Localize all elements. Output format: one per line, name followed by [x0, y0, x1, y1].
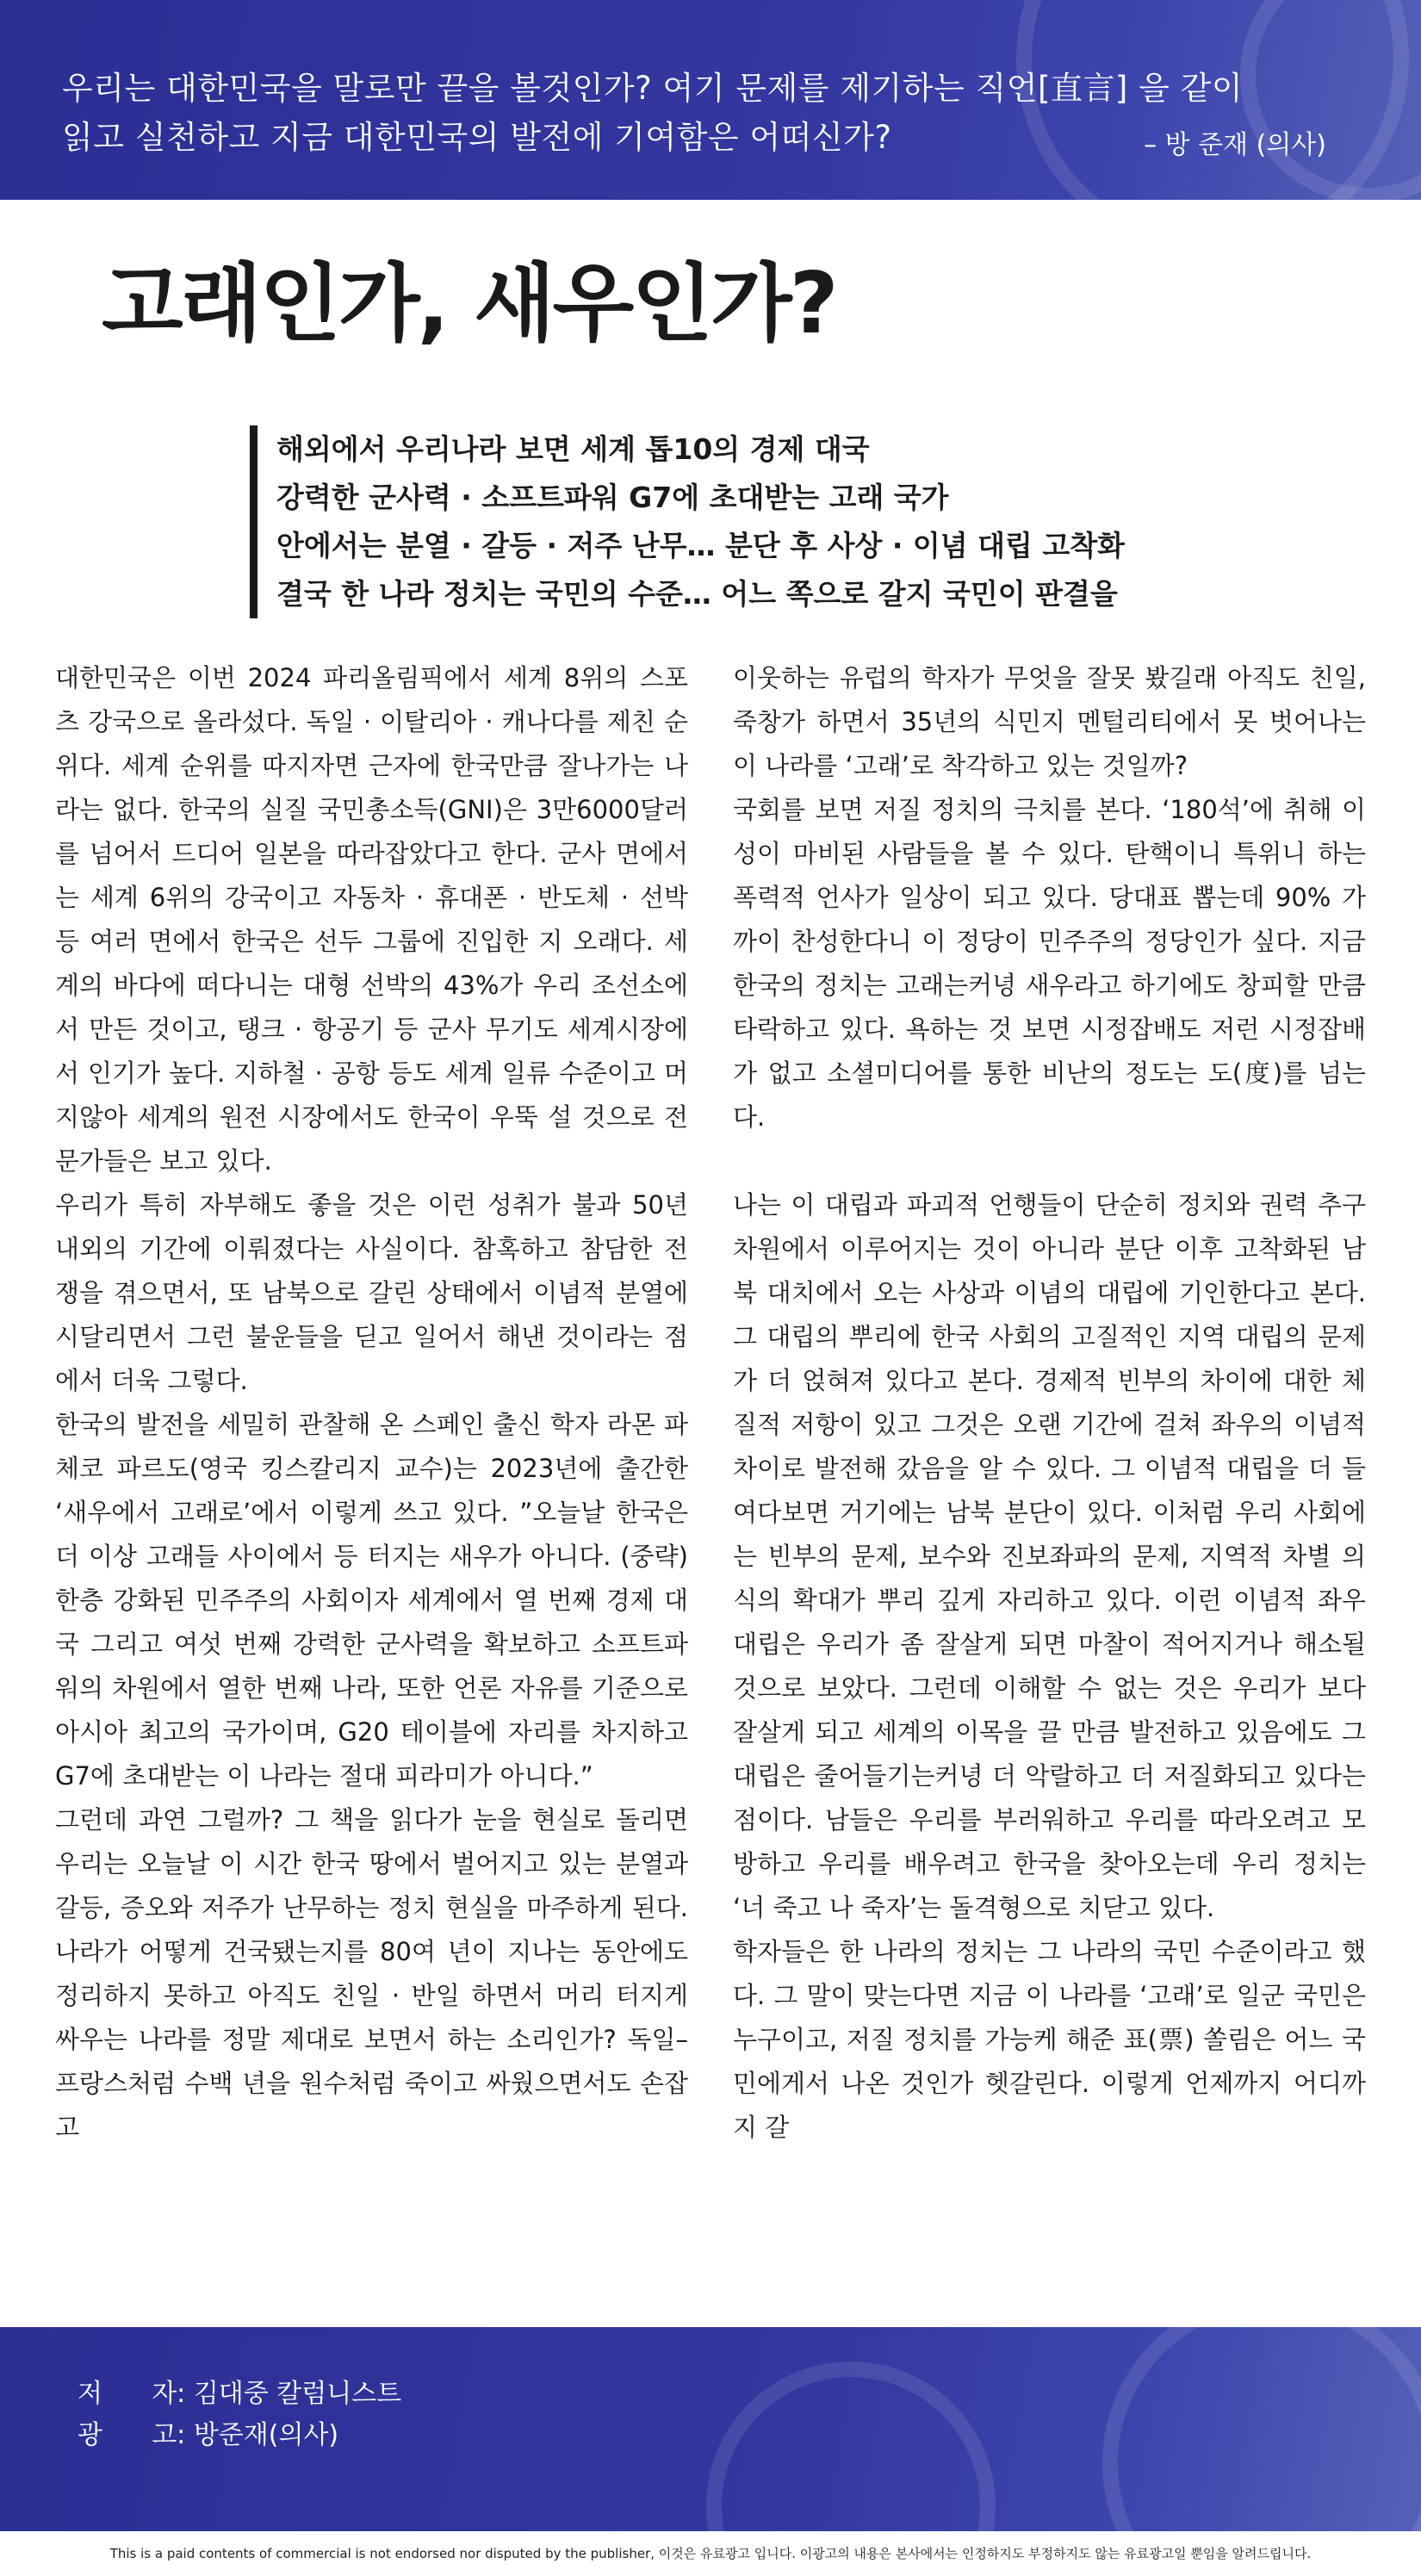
footer-banner	[0, 2327, 1421, 2531]
subhead-line: 안에서는 분열 · 갈등 · 저주 난무… 분단 후 사상 · 이념 대립 고착화	[276, 529, 1126, 562]
subhead-line: 강력한 군사력 · 소프트파워 G7에 초대받는 고래 국가	[276, 481, 949, 514]
taegeuk-flag-decoration	[706, 2362, 996, 2531]
writer-credit	[78, 2372, 401, 2410]
article-column-right	[733, 656, 1366, 2150]
article-title: 고래인가, 새우인가?	[102, 255, 836, 353]
article-subheads	[250, 425, 1125, 618]
article-paragraph: 이웃하는 유럽의 학자가 무엇을 잘못 봤길래 아직도 친일, 죽창가 하면서 35년의 식민지 멘털리티에서 못 벗어나는 이 나라를 ‘고래’로 착각하고 있는 것일까?	[733, 663, 1366, 780]
subhead-line: 결국 한 나라 정치는 국민의 수준… 어느 쪽으로 갈지 국민이 판결을	[276, 577, 1118, 611]
article-paragraph: 나는 이 대립과 파괴적 언행들이 단순히 정치와 권력 추구 차원에서 이루어지는 것이 아니라 분단 이후 고착화된 남북 대치에서 오는 사상과 이념의 대립에 기인한다고 본다. 그 대립의 뿌리에 한국 사회의 고질적인 지역 대립의 문제가 더 얹혀져 있다고 본다. 경제적 빈부의 차이에 대한 체질적 저항이 있고 그것은 오랜 기간에 걸쳐 좌우의 이념적 차이로 발전해 갔음을 알 수 있다. 그 이념적 대립을 더 들여다보면 거기에는 남북 분단이 있다. 이처럼 우리 사회에는 빈부의 문제, 보수와 진보좌파의 문제, 지역적 차별 의식의 확대가 뿌리 깊게 자리하고 있다. 이런 이념적 좌우 대립은 우리가 좀 잘살게 되면 마찰이 적어지거나 해소될 것으로 보았다. 그런데 이해할 수 없는 것은 우리가 보다 잘살게 되고 세계의 이목을 끌 만큼 발전하고 있음에도 그 대립은 줄어들기는커녕 더 악랄하고 더 저질화되고 있다는 점이다. 남들은 우리를 부러워하고 우리를 따라오려고 모방하고 우리를 배우려고 한국을 찾아오는데 우리 정치는 ‘너 죽고 나 죽자’는 돌격형으로 치닫고 있다.	[733, 1190, 1366, 1922]
header-author: – 방 준재 (의사)	[1144, 130, 1326, 160]
subhead-line: 해외에서 우리나라 보면 세계 톱10의 경제 대국	[276, 432, 870, 466]
article-column-left	[55, 656, 688, 2150]
article-paragraph: 대한민국은 이번 2024 파리올림픽에서 세계 8위의 스포츠 강국으로 올라섰다. 독일 · 이탈리아 · 캐나다를 제친 순위다. 세계 순위를 따지자면 근자에 한국만큼 잘나가는 나라는 없다. 한국의 실질 국민총소득(GNI)은 3만6000달러를 넘어서 드디어 일본을 따라잡았다고 한다. 군사 면에서는 세계 6위의 강국이고 자동차 · 휴대폰 · 반도체 · 선박 등 여러 면에서 한국은 선두 그룹에 진입한 지 오래다. 세계의 바다에 떠다니는 대형 선박의 43%가 우리 조선소에서 만든 것이고, 탱크 · 항공기 등 군사 무기도 세계시장에서 인기가 높다. 지하철 · 공항 등도 세계 일류 수준이고 머지않아 세계의 원전 시장에서도 한국이 우뚝 설 것으로 전문가들은 보고 있다.	[55, 663, 688, 1176]
article-paragraph: 한국의 발전을 세밀히 관찰해 온 스페인 출신 학자 라몬 파체코 파르도(영국 킹스칼리지 교수)는 2023년에 출간한 ‘새우에서 고래로’에서 이렇게 쓰고 있다. ”오늘날 한국은 더 이상 고래들 사이에서 등 터지는 새우가 아니다. (중략) 한층 강화된 민주주의 사회이자 세계에서 열 번째 경제 대국 그리고 여섯 번째 강력한 군사력을 확보하고 소프트파워의 차원에서 열한 번째 나라, 또한 언론 자유를 기준으로 아시아 최고의 국가이며, G20 테이블에 자리를 차지하고 G7에 초대받는 이 나라는 절대 피라미가 아니다.”	[55, 1410, 688, 1791]
article-paragraph: 국회를 보면 저질 정치의 극치를 본다. ‘180석’에 취해 이성이 마비된 사람들을 볼 수 있다. 탄핵이니 특위니 하는 폭력적 언사가 일상이 되고 있다. 당대표 뽑는데 90% 가까이 찬성한다니 이 정당이 민주주의 정당인가 싶다. 지금 한국의 정치는 고래는커녕 새우라고 하기에도 창피할 만큼 타락하고 있다. 욕하는 것 보면 시정잡배도 저런 시정잡배가 없고 소셜미디어를 통한 비난의 정도는 도(度)를 넘는다.	[733, 795, 1366, 1132]
ad-value: 방준재(의사)	[193, 2420, 339, 2450]
header-quote-line: 읽고 실천하고 지금 대한민국의 발전에 기여함은 어떠신가?	[62, 119, 892, 156]
writer-label: 저 자:	[78, 2379, 194, 2409]
header-banner	[0, 0, 1421, 200]
article-paragraph: 그런데 과연 그럴까? 그 책을 읽다가 눈을 현실로 돌리면 우리는 오늘날 이 시간 한국 땅에서 벌어지고 있는 분열과 갈등, 증오와 저주가 난무하는 정치 현실을 마주하게 된다. 나라가 어떻게 건국됐는지를 80여 년이 지나는 동안에도 정리하지 못하고 아직도 친일 · 반일 하면서 머리 터지게 싸우는 나라를 정말 제대로 보면서 하는 소리인가? 독일–프랑스처럼 수백 년을 원수처럼 죽이고 싸웠으면서도 손잡고	[55, 1805, 688, 2142]
taegeuk-flag-decoration	[1102, 2327, 1421, 2531]
ad-label: 광 고:	[78, 2420, 194, 2450]
writer-value: 김대중 칼럼니스트	[193, 2379, 402, 2409]
paragraph-spacer	[733, 1139, 1366, 1183]
paid-ad-disclaimer: This is a paid contents of commercial is not endorsed nor disputed by the publisher, 이것은 유료광고 입니다. 이광고의 내용은 본사에서는 인정하지도 부정하지도 않는 유료광고일 뿐임을 알려드립니다.	[0, 2531, 1421, 2576]
ad-credit	[78, 2413, 338, 2451]
header-quote-line: 우리는 대한민국을 말로만 끝을 볼것인가? 여기 문제를 제기하는 직언[直言] 을 같이	[62, 70, 1244, 107]
article-paragraph: 우리가 특히 자부해도 좋을 것은 이런 성취가 불과 50년 내외의 기간에 이뤄졌다는 사실이다. 참혹하고 참담한 전쟁을 겪으면서, 또 남북으로 갈린 상태에서 이념적 분열에 시달리면서 그런 불운들을 딛고 일어서 해낸 것이라는 점에서 더욱 그렇다.	[55, 1190, 688, 1395]
article-paragraph: 학자들은 한 나라의 정치는 그 나라의 국민 수준이라고 했다. 그 말이 맞는다면 지금 이 나라를 ‘고래’로 일군 국민은 누구이고, 저질 정치를 가능케 해준 표(票) 쏠림은 어느 국민에게서 나온 것인가 헷갈린다. 이렇게 언제까지 어디까지 갈	[733, 1937, 1366, 2142]
